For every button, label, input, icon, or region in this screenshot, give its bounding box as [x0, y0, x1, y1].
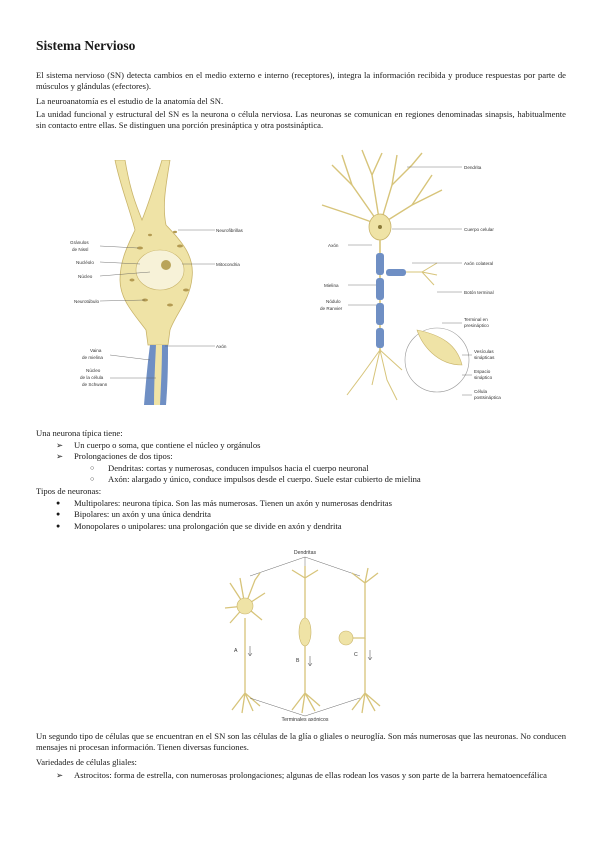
nucleus-shape — [136, 250, 184, 290]
label-nucleo: Núcleo — [78, 274, 93, 279]
label-vaina-2: de mielina — [82, 355, 103, 360]
unipolar-neuron-shape — [350, 568, 380, 713]
neuron-parts-list — [36, 428, 421, 532]
neuron-types-figure — [220, 548, 390, 723]
label-terminal-2: presináptico — [464, 323, 489, 328]
list-item — [56, 440, 421, 452]
label-neurofibrillas: Neurofibrillas — [216, 228, 243, 233]
multipolar-neuron-shape — [225, 573, 265, 713]
list-item-text: Monopolares o unipolares: una prolongación que se divide en axón y dendrita — [74, 520, 342, 531]
label-nucleolo: Nucléolo — [76, 260, 94, 265]
dendrites-shape — [322, 150, 442, 225]
glia-paragraph: Un segundo tipo de células que se encuentran en el SN son las células de la glía o gliales o neuroglía. Son más numerosas que las neuronas. No conducen mensajes ni procesan información. Tienen diversas funciones. — [36, 731, 566, 753]
cell-nucleus-dot — [378, 225, 382, 229]
list-item-text: Un cuerpo o soma, que contiene el núcleo y orgánulos — [74, 439, 261, 450]
list-item — [90, 463, 421, 475]
label-granulos-1: Gránulos — [70, 240, 89, 245]
intro-paragraph-2: La neuroanatomía es el estudio de la anatomía del SN. — [36, 96, 224, 106]
label-mitocondria: Mitocondria — [216, 262, 240, 267]
list-item-text: Multipolares: neurona típica. Son las más numerosas. Tienen un axón y numerosas dendritas — [74, 497, 392, 508]
label-dendrita: Dendrita — [464, 165, 482, 170]
circle-bullet-icon: ○ — [90, 475, 95, 484]
list-item — [56, 521, 421, 533]
circle-bullet-icon: ○ — [90, 463, 95, 472]
label-espacio-2: sináptico — [474, 375, 493, 380]
dot-bullet-icon: ● — [56, 498, 61, 507]
list-item — [56, 509, 421, 521]
intro-paragraph-3: La unidad funcional y estructural del SN es la neurona o célula nerviosa. Las neuronas se comunican en regiones denominadas sinapsis, habitualmente sin contacto entre ellas. Se distinguen una porción presináptica y otra postsináptica. — [36, 109, 566, 131]
label-celula-post-1: Célula — [474, 389, 488, 394]
arrow-bullet-icon: ➢ — [56, 770, 64, 780]
label-axon-2: Axón — [328, 243, 339, 248]
label-schwann-2: de la célula — [80, 375, 104, 380]
glia-heading: Variedades de células gliales: — [36, 757, 137, 767]
label-axon: Axón — [216, 344, 227, 349]
multipolar-soma — [237, 598, 253, 614]
label-schwann-3: de Schwann — [82, 382, 108, 387]
label-vesiculas-2: sinápticas — [474, 355, 495, 360]
label-neurotubulo: Neurotúbulo — [74, 299, 100, 304]
nucleolus-shape — [161, 260, 171, 270]
arrow-bullet-icon: ➢ — [56, 451, 64, 462]
label-nodulo-2: de Ranvier — [320, 306, 343, 311]
arrow-bullet-icon: ➢ — [56, 439, 64, 450]
label-terminales: Terminales axónicos — [281, 717, 329, 723]
label-boton: Botón terminal — [464, 290, 494, 295]
label-espacio-1: Espacio — [474, 369, 491, 374]
label-axon-colateral: Axón colateral — [464, 261, 494, 266]
label-letter-a: A — [234, 648, 238, 654]
list-item-text: Astrocitos: forma de estrella, con numerosas prolongaciones; algunas de ellas rodean los vasos y son parte de la barrera hematoencefálica — [74, 770, 547, 780]
label-nodulo-1: Nódulo — [326, 299, 341, 304]
list-item-text: Bipolares: un axón y una única dendrita — [74, 509, 211, 520]
dot-bullet-icon: ● — [56, 521, 61, 530]
full-neuron-figure — [312, 145, 512, 415]
list-item — [56, 770, 566, 781]
label-letter-c: C — [354, 652, 358, 658]
page-title: Sistema Nervioso — [36, 38, 136, 53]
terminal-pointer-lines — [250, 698, 360, 716]
label-dendritas: Dendritas — [293, 550, 317, 556]
list-item-text: Prolongaciones de dos tipos: — [74, 451, 173, 462]
neuron-soma-figure — [70, 160, 280, 405]
label-celula-post-2: postsináptica — [474, 395, 501, 400]
collateral-axon-shape — [406, 263, 437, 285]
neuron-types-heading: Tipos de neuronas: — [36, 485, 102, 496]
list-item — [56, 498, 421, 510]
label-letter-b: B — [296, 658, 300, 664]
dot-bullet-icon: ● — [56, 510, 61, 519]
label-terminal-1: Terminal en — [464, 317, 488, 322]
list-item-text: Axón: alargado y único, conduce impulsos desde el cuerpo. Suele estar cubierto de mielina — [108, 474, 421, 485]
label-vaina-1: Vaina — [90, 348, 102, 353]
label-granulos-2: de Nissl — [72, 247, 89, 252]
axon-terminals-shape — [347, 350, 402, 400]
label-vesiculas-1: Vesículas — [474, 349, 494, 354]
list-item — [90, 474, 421, 486]
intro-paragraph-1: El sistema nervioso (SN) detecta cambios en el medio externo e interno (receptores), integra la información recibida y produce respuestas por parte de músculos y glándulas (efectores). — [36, 70, 566, 92]
bipolar-soma — [299, 618, 311, 646]
label-cuerpo: Cuerpo celular — [464, 227, 494, 232]
neuron-list-heading: Una neurona típica tiene: — [36, 428, 123, 438]
list-item — [56, 451, 421, 463]
label-schwann-1: Núcleo — [86, 368, 101, 373]
label-mielina: Mielina — [324, 283, 339, 288]
unipolar-soma — [339, 631, 353, 645]
list-item-text: Dendritas: cortas y numerosas, conducen impulsos hacia el cuerpo neuronal — [108, 462, 369, 473]
